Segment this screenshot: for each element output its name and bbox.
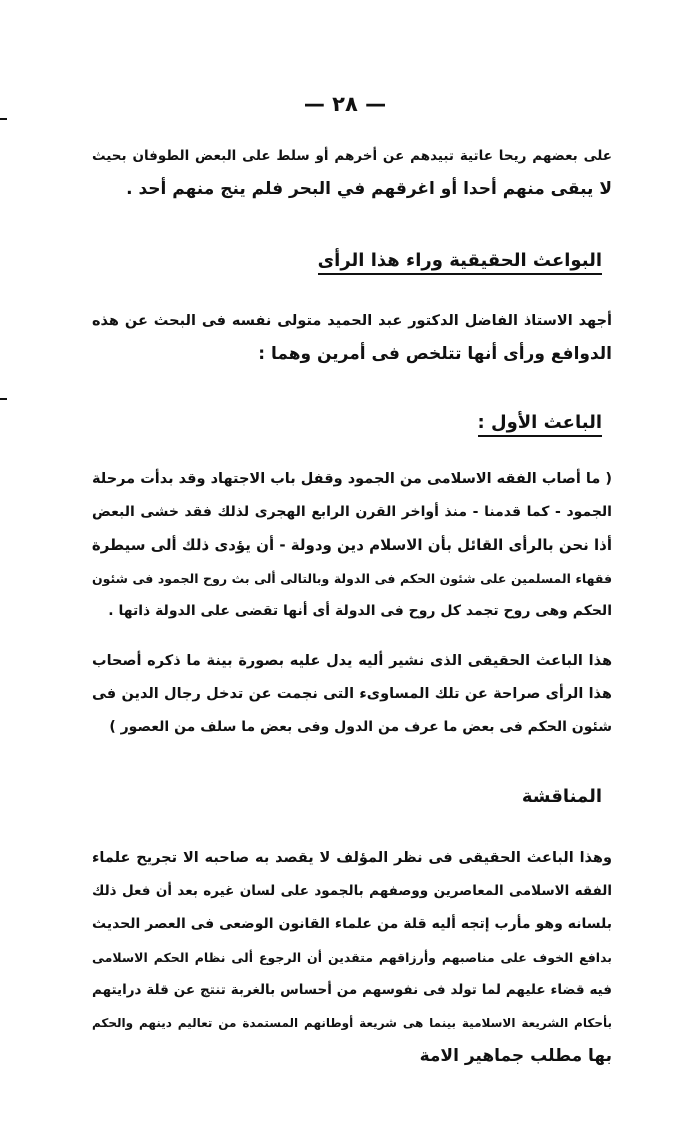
text-line: بدافع الخوف على مناصبهم وأرزاقهم متقدين أن الرجوع ألى نظام الحكم الاسلامى — [92, 950, 612, 965]
intro-paragraph — [92, 140, 612, 206]
page-number: — ٢٨ — — [303, 92, 387, 116]
text-line: بأحكام الشريعة الاسلامية بينما هى شريعة أوطانهم المستمدة من تعاليم دينهم والحكم — [92, 1016, 612, 1030]
text-line: فقهاء المسلمين على شئون الحكم فى الدولة وبالتالى ألى بث روح الجمود فى شئون — [92, 571, 612, 586]
text-line: على بعضهم ريحا عاتية تبيدهم عن أخرهم أو سلط على البعض الطوفان بحيث — [92, 148, 612, 164]
text-line: الدوافع ورأى أنها تتلخص فى أمرين وهما : — [258, 344, 612, 364]
text-line: لا يبقى منهم أحدا أو اغرقهم في البحر فلم ينج منهم أحد . — [126, 179, 612, 199]
text-line: هذا الباعث الحقيقى الذى نشير أليه يدل عليه بصورة بينة ما ذكره أصحاب — [92, 653, 612, 669]
margin-mark — [0, 118, 7, 120]
section-heading: الباعث الأول : — [478, 412, 603, 437]
text-line: الحكم وهى روح تجمد كل روح فى الدولة أى أنها تقضى على الدولة ذاتها . — [108, 603, 612, 619]
text-line: الجمود - كما قدمنا - منذ أواخر القرن الرابع الهجرى لذلك فقد خشى البعض — [92, 504, 612, 520]
discussion-paragraph — [92, 842, 612, 1073]
text-line: هذا الرأى صراحة عن تلك المساوىء التى نجمت عن تدخل رجال الدين فى — [92, 686, 612, 702]
text-line: ( ما أصاب الفقه الاسلامى من الجمود وقفل باب الاجتهاد وقد بدأت مرحلة — [92, 471, 612, 487]
text-line: أجهد الاستاذ الفاضل الدكتور عبد الحميد متولى نفسه فى البحث عن هذه — [92, 313, 612, 329]
quote-paragraph — [92, 463, 612, 628]
section1-paragraph — [92, 305, 612, 371]
margin-mark — [0, 398, 7, 400]
text-line: فيه قضاء عليهم لما تولد فى نفوسهم من أحساس بالغربة تنتج عن قلة درايتهم — [92, 982, 612, 998]
text-line: أذا نحن بالرأى القائل بأن الاسلام دين ودولة - أن يؤدى ذلك ألى سيطرة — [92, 536, 612, 554]
text-line: الفقه الاسلامى المعاصرين ووصفهم بالجمود على لسان غيره بعد أن فعل ذلك — [92, 883, 612, 899]
text-line: وهذا الباعث الحقيقى فى نظر المؤلف لا يقصد به صاحبه الا تجريح علماء — [92, 850, 612, 866]
text-line: شئون الحكم فى بعض ما عرف من الدول وفى بعض ما سلف من العصور ) — [109, 719, 612, 735]
text-line: بلسانه وهو مأرب إتجه أليه قلة من علماء القانون الوضعى فى العصر الحديث — [92, 916, 612, 932]
section-heading: البواعث الحقيقية وراء هذا الرأى — [318, 250, 602, 275]
quote-paragraph — [92, 645, 612, 744]
text-line: بها مطلب جماهير الامة — [419, 1046, 612, 1066]
section-heading: المناقشة — [521, 786, 602, 807]
